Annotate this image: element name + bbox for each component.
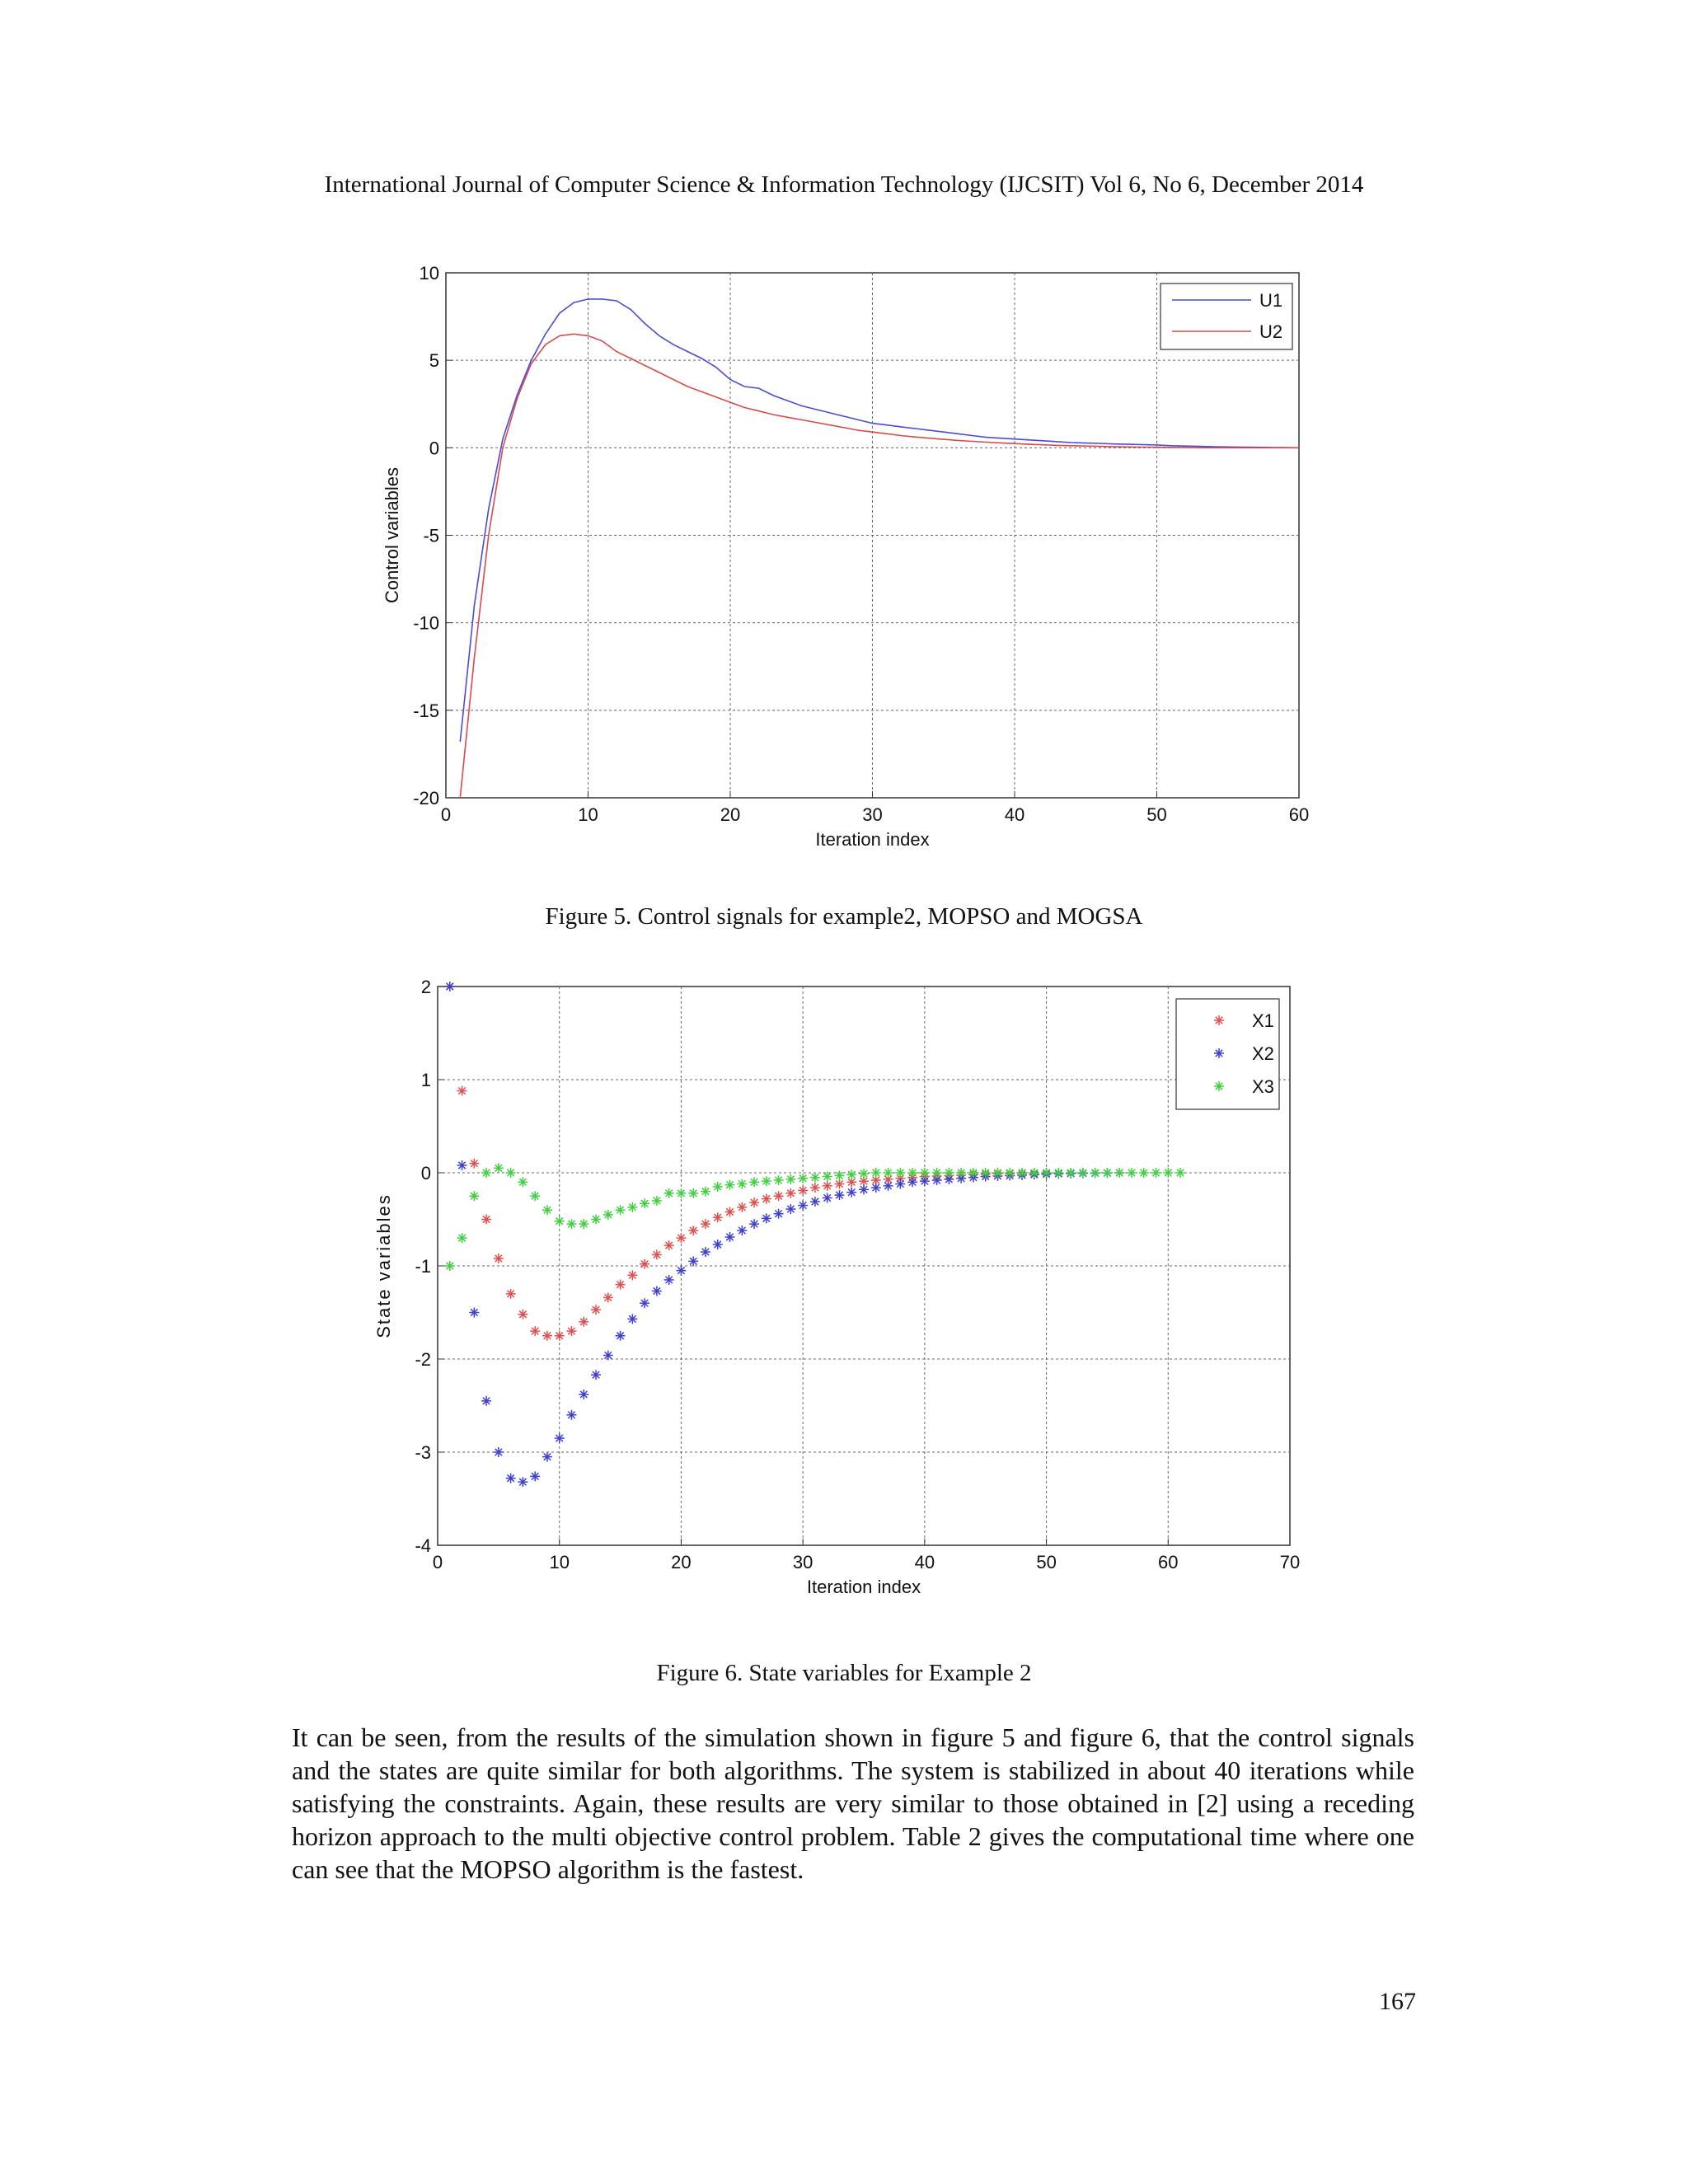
data-point-x3: [1102, 1168, 1112, 1178]
data-point-x3: [713, 1182, 723, 1192]
y-axis-label: Control variables: [382, 466, 402, 604]
y-tick-label: 5: [429, 350, 439, 372]
data-point-x3: [566, 1219, 576, 1229]
data-point-x3: [542, 1205, 552, 1215]
data-point-x3: [603, 1210, 613, 1220]
data-point-x3: [871, 1168, 881, 1178]
data-point-x3: [591, 1215, 601, 1225]
y-tick-label: 1: [420, 1070, 431, 1090]
y-tick-label: -20: [413, 788, 439, 808]
x-tick-label: 0: [440, 804, 452, 825]
data-point-x3: [1029, 1168, 1039, 1178]
data-point-x1: [616, 1280, 626, 1290]
data-point-x3: [895, 1168, 905, 1178]
data-point-x1: [676, 1233, 686, 1243]
data-point-x2: [749, 1219, 759, 1229]
data-point-x3: [1053, 1168, 1063, 1178]
x-tick-label: 50: [1146, 804, 1167, 825]
data-point-x3: [944, 1168, 954, 1178]
x-tick-label: 50: [1036, 1552, 1057, 1572]
data-point-x3: [981, 1168, 991, 1178]
data-point-x3: [823, 1172, 832, 1182]
data-point-x3: [1175, 1168, 1185, 1178]
data-point-x3: [834, 1170, 844, 1180]
x-tick-label: 60: [1288, 804, 1310, 825]
data-point-x3: [749, 1177, 759, 1187]
data-point-x2: [457, 1160, 467, 1170]
data-point-x1: [725, 1207, 735, 1216]
data-point-x3: [1042, 1168, 1052, 1178]
y-tick-label: -15: [413, 700, 439, 721]
legend-swatch-x3: [1214, 1081, 1224, 1091]
data-point-x3: [859, 1169, 869, 1179]
y-tick-label: -5: [423, 525, 439, 546]
data-point-x3: [701, 1187, 710, 1197]
data-point-x3: [1005, 1168, 1015, 1178]
data-point-x2: [542, 1452, 552, 1462]
data-point-x3: [1017, 1168, 1027, 1178]
legend-label-x1: X1: [1252, 1010, 1274, 1031]
data-point-x2: [907, 1177, 917, 1187]
data-point-x2: [884, 1181, 893, 1191]
data-point-x2: [469, 1308, 479, 1318]
data-point-x2: [566, 1410, 576, 1420]
legend-label-x3: X3: [1252, 1076, 1274, 1097]
data-point-x2: [603, 1350, 613, 1360]
body-paragraph: It can be seen, from the results of the simulation shown in figure 5 and figure 6, that the control signals and the states are quite similar for both algorithms. The system is stabilized in about 40 iterations while satisfying the constraints. Again, these results are very similar to those obtained in [2] using a receding horizon approach to the multi objective control problem. Table 2 gives the computational time where one can see that the MOPSO algorithm is the fastest.: [292, 1722, 1414, 1884]
y-tick-label: 0: [429, 438, 439, 459]
data-point-x1: [542, 1331, 552, 1341]
data-point-x2: [688, 1256, 698, 1266]
x-axis-label: Iteration index: [815, 829, 930, 850]
x-tick-label: 70: [1279, 1552, 1301, 1572]
y-tick-label: -4: [415, 1535, 431, 1556]
data-point-x2: [616, 1331, 626, 1341]
data-point-x3: [1127, 1168, 1137, 1178]
data-point-x3: [956, 1168, 966, 1178]
x-tick-label: 60: [1158, 1552, 1179, 1572]
data-point-x3: [457, 1233, 467, 1243]
x-tick-label: 10: [578, 804, 598, 825]
x-tick-label: 40: [1004, 804, 1025, 825]
data-point-x2: [676, 1266, 686, 1276]
data-point-x3: [555, 1216, 565, 1226]
data-point-x2: [823, 1193, 832, 1203]
data-point-x3: [469, 1191, 479, 1201]
page-number: 167: [1379, 1988, 1416, 2015]
data-point-x3: [725, 1180, 735, 1190]
data-point-x2: [871, 1183, 881, 1193]
x-tick-label: 30: [862, 804, 883, 825]
data-point-x3: [1066, 1168, 1076, 1178]
x-axis-label: Iteration index: [806, 1577, 921, 1597]
data-point-x3: [1090, 1168, 1100, 1178]
legend-label-u1: U1: [1259, 290, 1283, 311]
data-point-x1: [591, 1305, 601, 1315]
data-point-x3: [907, 1168, 917, 1178]
data-point-x1: [555, 1331, 565, 1341]
x-tick-label: 10: [549, 1552, 570, 1572]
data-point-x3: [1163, 1168, 1173, 1178]
data-point-x2: [737, 1226, 747, 1235]
data-point-x1: [713, 1212, 723, 1222]
data-point-x2: [555, 1433, 565, 1443]
legend-swatch-x1: [1214, 1015, 1224, 1025]
data-point-x1: [579, 1317, 588, 1327]
x-tick-label: 30: [792, 1552, 814, 1572]
x-tick-label: 20: [671, 1552, 692, 1572]
journal-header: International Journal of Computer Science & Information Technology (IJCSIT) Vol 6, No 6, December 2014: [324, 171, 1364, 198]
data-point-x3: [616, 1205, 626, 1215]
data-point-x3: [676, 1188, 686, 1198]
data-point-x3: [1114, 1168, 1124, 1178]
data-point-x3: [932, 1168, 942, 1178]
figure-5-caption: Figure 5. Control signals for example2, MOPSO and MOGSA: [545, 903, 1143, 930]
data-point-x3: [1078, 1168, 1088, 1178]
data-point-x1: [749, 1197, 759, 1207]
y-tick-label: -10: [413, 612, 439, 634]
data-point-x3: [884, 1168, 893, 1178]
data-point-x3: [1151, 1168, 1161, 1178]
figure-6-caption: Figure 6. State variables for Example 2: [656, 1660, 1032, 1686]
data-point-x3: [968, 1168, 978, 1178]
data-point-x3: [737, 1179, 747, 1189]
legend-label-u2: U2: [1259, 321, 1283, 342]
y-tick-label: 0: [420, 1163, 431, 1183]
data-point-x2: [713, 1240, 723, 1249]
data-point-x1: [457, 1086, 467, 1096]
data-point-x2: [579, 1390, 588, 1399]
data-point-x2: [701, 1247, 710, 1257]
data-point-x3: [846, 1169, 856, 1179]
y-tick-label: 10: [419, 263, 439, 284]
data-point-x2: [834, 1190, 844, 1200]
x-tick-label: 40: [914, 1552, 935, 1572]
x-tick-label: 0: [432, 1552, 443, 1572]
data-point-x2: [846, 1188, 856, 1197]
data-point-x2: [859, 1184, 869, 1194]
data-point-x2: [445, 982, 455, 991]
y-tick-label: 2: [420, 977, 431, 997]
y-tick-label: -2: [415, 1349, 431, 1370]
y-tick-label: -3: [415, 1442, 431, 1463]
data-point-x2: [895, 1179, 905, 1189]
legend-swatch-x2: [1214, 1048, 1224, 1058]
x-tick-label: 20: [720, 804, 741, 825]
data-point-x3: [1139, 1168, 1149, 1178]
legend-label-x2: X2: [1252, 1043, 1274, 1064]
data-point-x1: [737, 1202, 747, 1212]
data-point-x3: [445, 1261, 455, 1271]
y-tick-label: -1: [415, 1256, 431, 1277]
data-point-x3: [688, 1188, 698, 1198]
data-point-x1: [603, 1292, 613, 1302]
data-point-x1: [701, 1219, 710, 1229]
y-axis-label: State variables: [373, 1193, 394, 1338]
data-point-x1: [823, 1181, 832, 1191]
data-point-x1: [566, 1326, 576, 1336]
data-point-x2: [591, 1370, 601, 1380]
data-point-x3: [920, 1168, 930, 1178]
data-point-x3: [579, 1219, 588, 1229]
data-point-x1: [688, 1226, 698, 1235]
data-point-x2: [725, 1232, 735, 1242]
data-point-x3: [992, 1168, 1002, 1178]
data-point-x1: [469, 1159, 479, 1169]
